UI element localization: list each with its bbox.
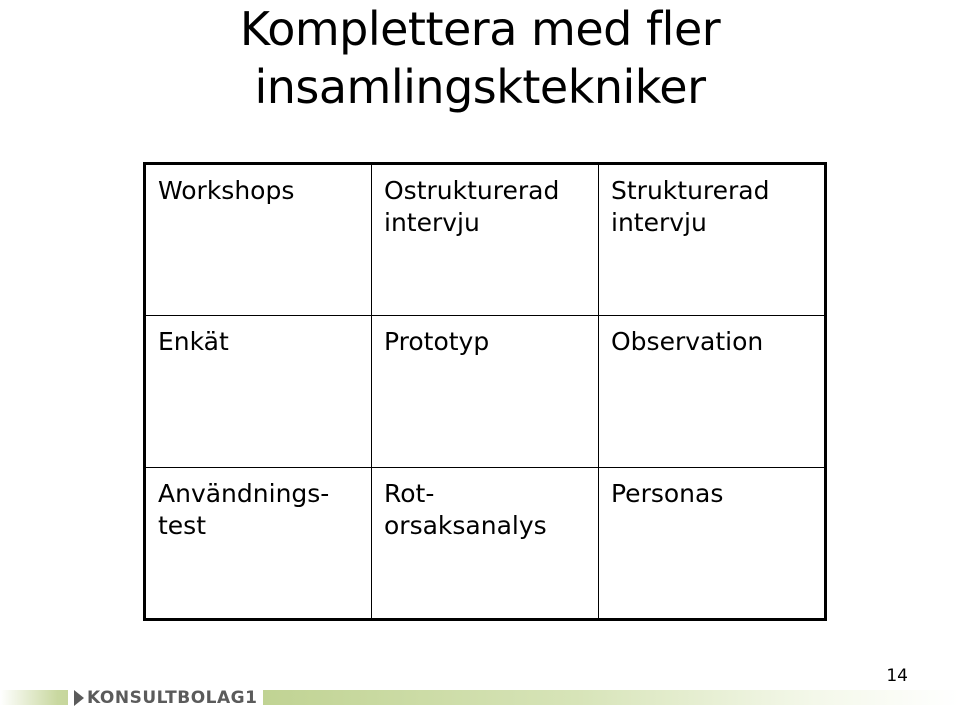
grid-cell-workshops	[145, 164, 372, 316]
grid-cell-strukturerad-intervju	[599, 164, 826, 316]
grid-row-1	[145, 164, 826, 316]
grid-cell-observation	[599, 316, 826, 468]
chevron-right-icon	[74, 690, 84, 706]
cell-text: Observation	[611, 327, 764, 356]
cell-text: test	[158, 511, 207, 540]
grid-cell-anvandningstest	[145, 468, 372, 620]
grid-row-2	[145, 316, 826, 468]
slide-title-line-1: Komplettera med fler	[239, 2, 721, 56]
cell-text: intervju	[384, 208, 480, 237]
slide-footer	[0, 686, 960, 711]
cell-text: Rot-	[384, 479, 435, 508]
brand-logo	[68, 687, 263, 709]
cell-text: intervju	[611, 208, 707, 237]
cell-text: Ostrukturerad	[384, 176, 560, 205]
grid-cell-ostrukturerad-intervju	[372, 164, 599, 316]
grid-cell-rotorsaksanalys	[372, 468, 599, 620]
page-number: 14	[886, 666, 908, 686]
technique-grid	[143, 162, 827, 621]
cell-text: Enkät	[158, 327, 229, 356]
grid-row-3	[145, 468, 826, 620]
cell-text: Strukturerad	[611, 176, 770, 205]
grid-cell-prototyp	[372, 316, 599, 468]
cell-text: Användnings-	[158, 479, 330, 508]
cell-text: Workshops	[158, 176, 295, 205]
slide-title-line-2: insamlingsktekniker	[254, 60, 706, 114]
grid-cell-personas	[599, 468, 826, 620]
cell-text: Prototyp	[384, 327, 490, 356]
grid-cell-enkat	[145, 316, 372, 468]
cell-text: orsaksanalys	[384, 511, 547, 540]
slide-title	[0, 0, 960, 116]
brand-logo-text: KONSULTBOLAG1	[87, 688, 258, 708]
cell-text: Personas	[611, 479, 724, 508]
